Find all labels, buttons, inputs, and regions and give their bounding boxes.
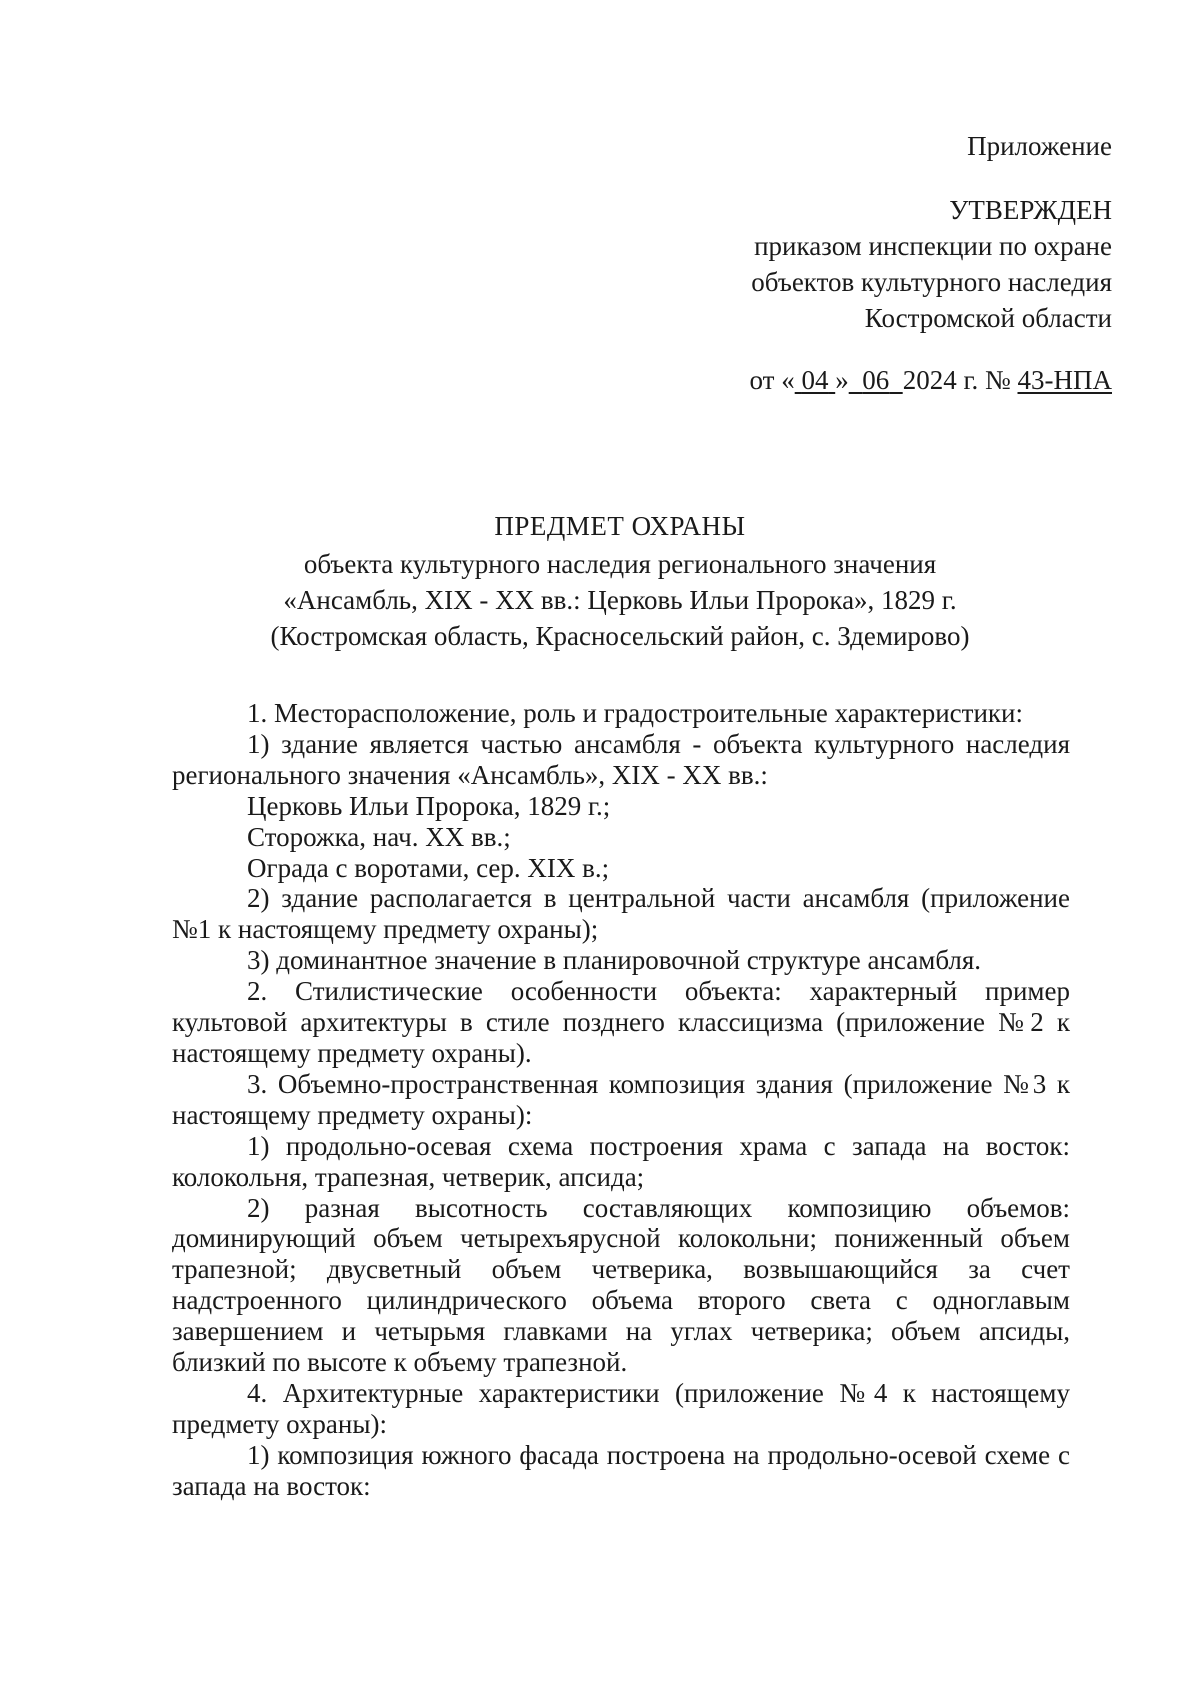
approver-line-3: Костромской области: [864, 303, 1112, 333]
ensemble-item-fence: Ограда с воротами, сер. XIX в.;: [247, 852, 610, 883]
approver-line-1: приказом инспекции по охране: [754, 231, 1112, 261]
document-title: ПРЕДМЕТ ОХРАНЫ: [494, 511, 746, 541]
paragraph-4-1: 1) композиция южного фасада построена на продольно-осевой схеме с запада на восток:: [172, 1439, 1070, 1501]
paragraph-1: 1. Месторасположение, роль и градостроительные характеристики:: [247, 698, 1023, 728]
date-separator: »: [835, 365, 849, 395]
title-line-1: объекта культурного наследия регионального значения: [303, 549, 937, 579]
appendix-label: Приложение: [967, 131, 1112, 161]
title-line-3: (Костромская область, Красносельский район, с. Здемирово): [270, 621, 970, 651]
date-suffix: г. №: [963, 365, 1011, 395]
order-number: 43-НПА: [1017, 365, 1112, 395]
approval-block: [512, 128, 1112, 398]
paragraph-3-1: 1) продольно-осевая схема построения храма с запада на восток: колокольня, трапезная, четверик, апсида;: [172, 1130, 1070, 1192]
order-reference: [512, 362, 1112, 398]
paragraph-1-1: 1) здание является частью ансамбля - объекта культурного наследия регионального значения «Ансамбль», XIX - XX вв.:: [172, 728, 1070, 790]
paragraph-3: 3. Объемно-пространственная композиция здания (приложение №3 к настоящему предмету охраны):: [172, 1068, 1070, 1130]
approver-line-2: объектов культурного наследия: [751, 267, 1112, 297]
document-body: [172, 698, 1070, 1502]
paragraph-1-3: 3) доминантное значение в планировочной структуре ансамбля.: [247, 945, 982, 976]
date-day: 04: [801, 365, 829, 395]
paragraph-4: 4. Архитектурные характеристики (приложение №4 к настоящему предмету охраны):: [172, 1377, 1070, 1439]
approved-label: УТВЕРЖДЕН: [949, 195, 1112, 225]
ensemble-item-lodge: Сторожка, нач. XX вв.;: [247, 821, 511, 852]
date-year: 2024: [902, 365, 957, 395]
document-title-block: [190, 508, 1050, 654]
title-line-2: «Ансамбль, XIX - XX вв.: Церковь Ильи Пророка», 1829 г.: [283, 585, 957, 615]
date-month: 06: [862, 365, 890, 395]
paragraph-2: 2. Стилистические особенности объекта: характерный пример культовой архитектуры в стиле позднего классицизма (приложение №2 к настоящему предмету охраны).: [172, 976, 1070, 1068]
date-prefix: от «: [749, 365, 795, 395]
paragraph-1-2: 2) здание располагается в центральной части ансамбля (приложение №1 к настоящему предмету охраны);: [172, 883, 1070, 945]
paragraph-3-2: 2) разная высотность составляющих композицию объемов: доминирующий объем четырехъярусной колокольни; пониженный объем трапезной; двусветный объем четверика, возвышающийся за счет надстроенного цилиндрического объема второго света с одноглавым завершением и четырьмя главками на углах четверика; объем апсиды, близкий по высоте к объему трапезной.: [172, 1192, 1070, 1378]
ensemble-item-church: Церковь Ильи Пророка, 1829 г.;: [247, 790, 611, 821]
